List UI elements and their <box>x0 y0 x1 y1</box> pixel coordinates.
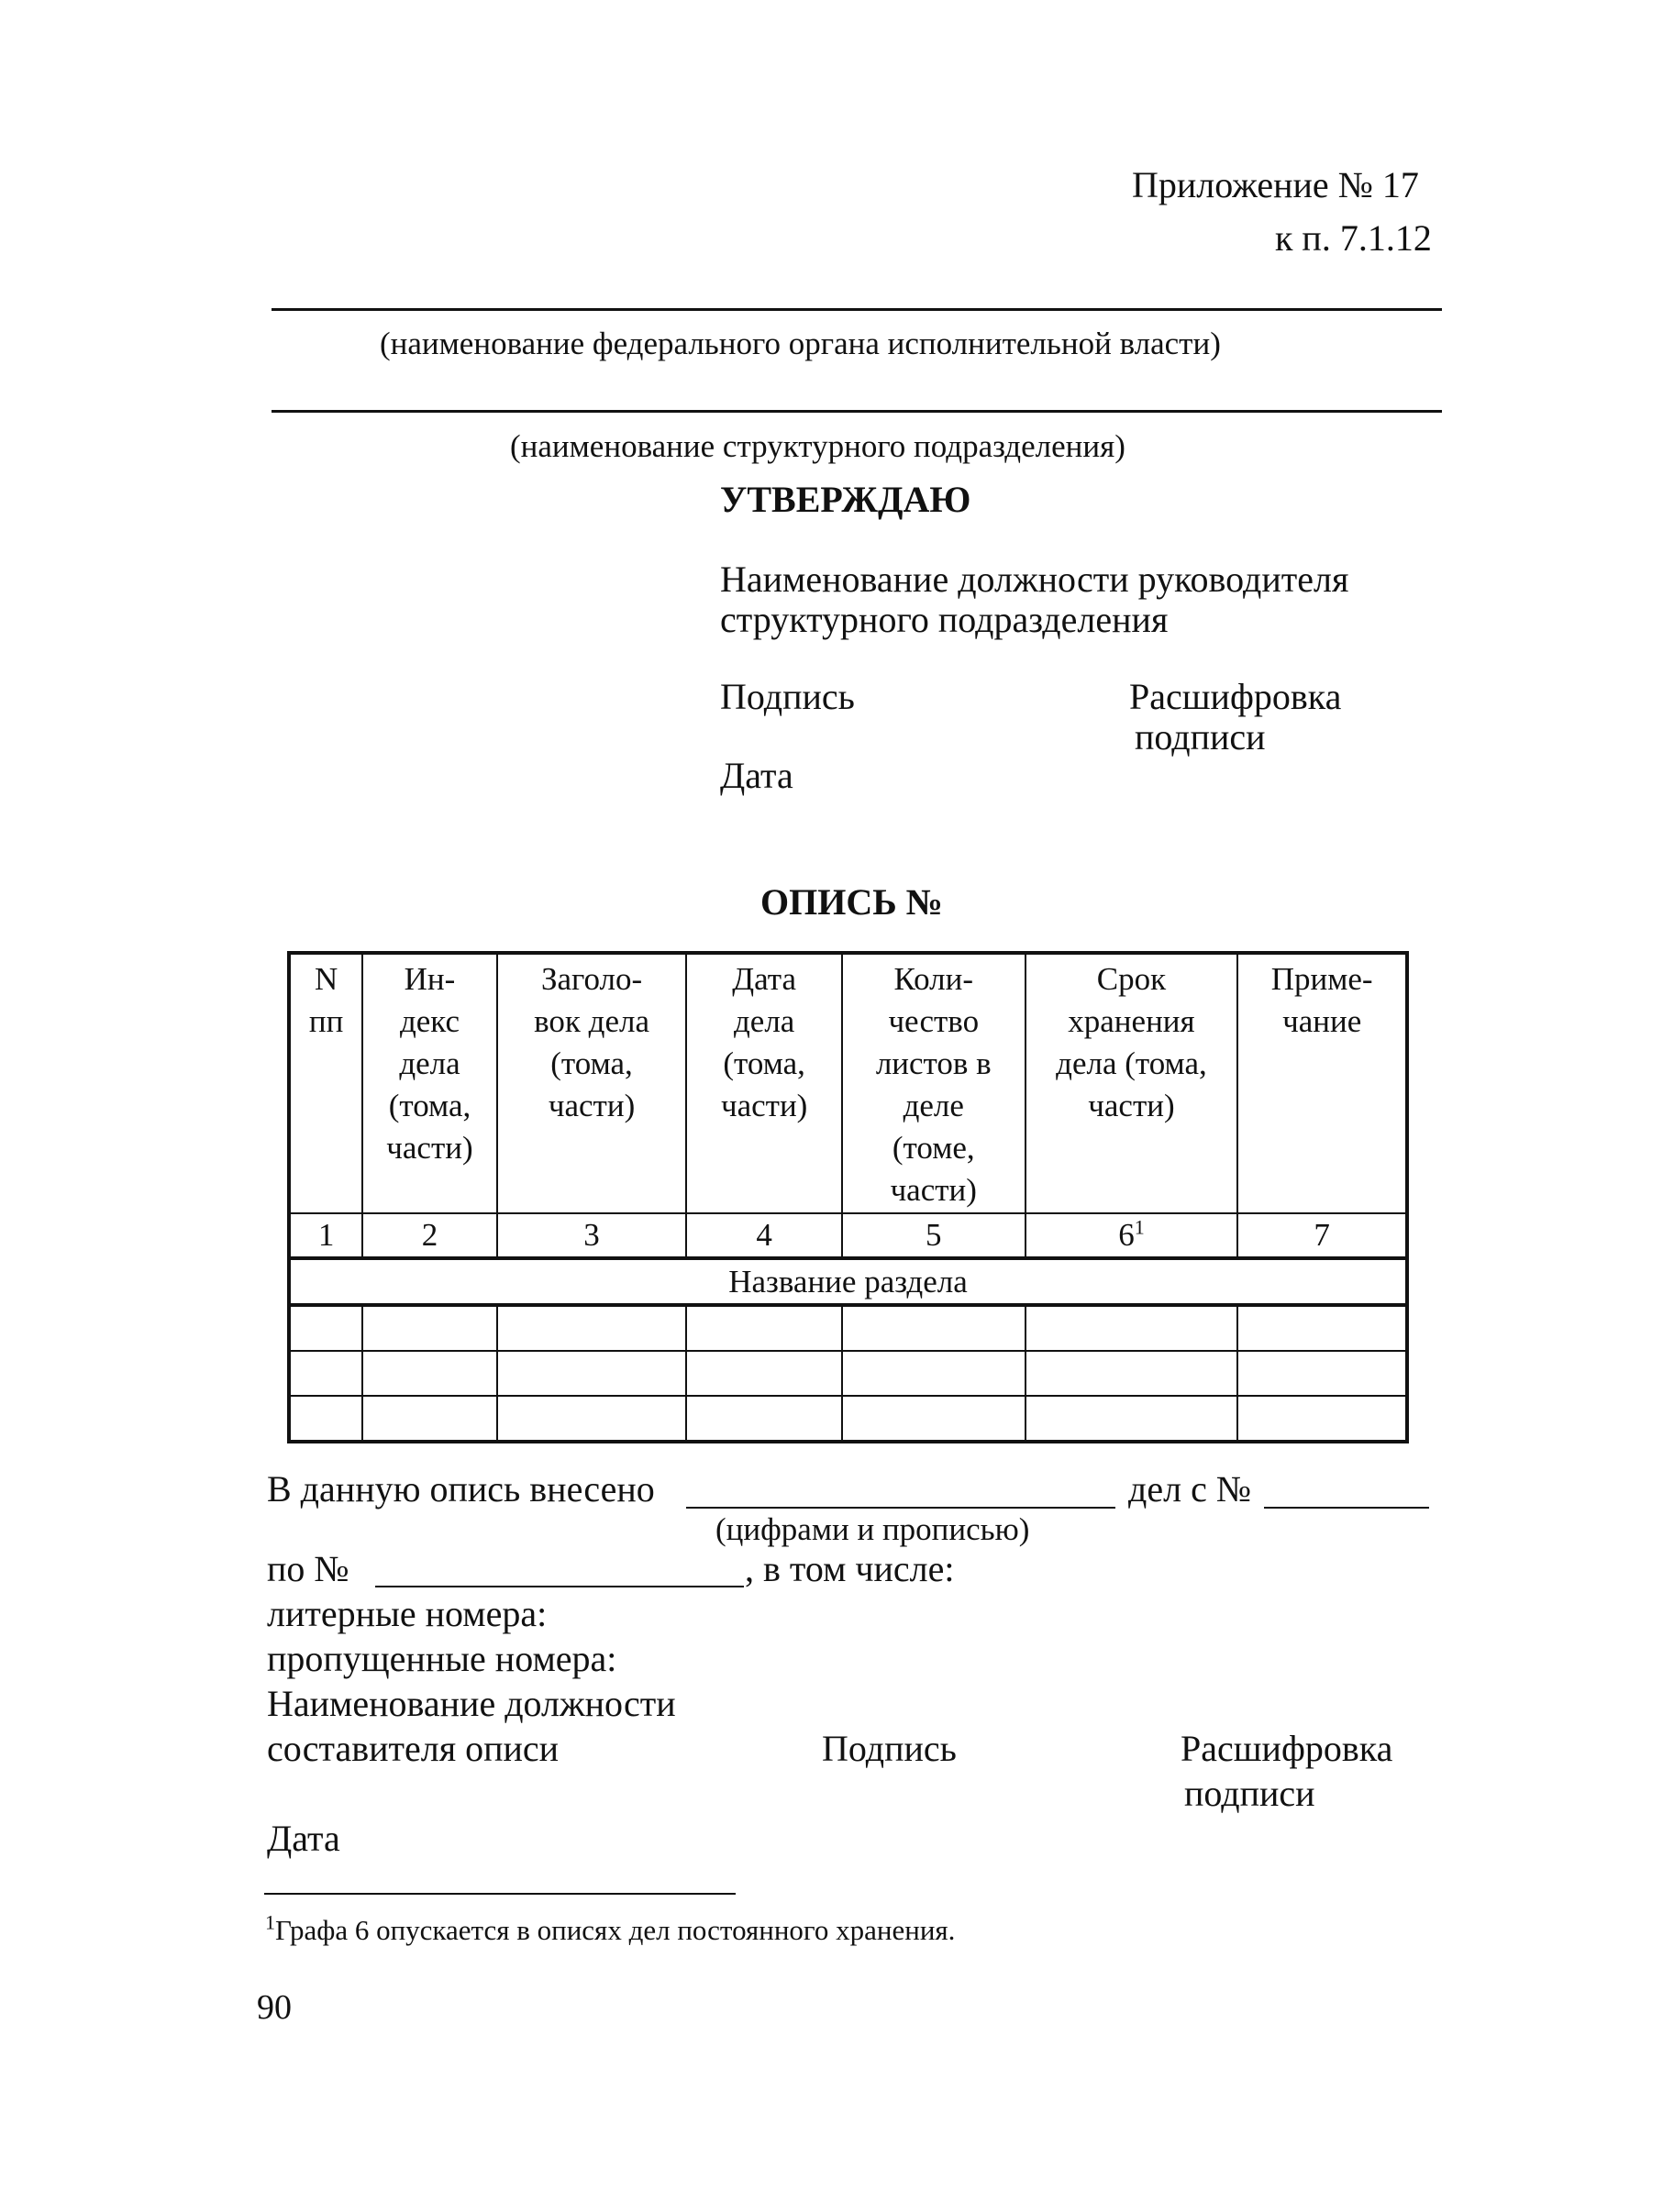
compiler-position-line1: Наименование должности <box>267 1683 676 1724</box>
clause-reference: к п. 7.1.12 <box>1275 217 1432 259</box>
table-cell <box>497 1305 687 1351</box>
approval-position-line2: структурного подразделения <box>720 599 1169 640</box>
footnote <box>265 1912 955 1949</box>
table-cell <box>1237 1396 1407 1442</box>
approval-position-line1: Наименование должности руководителя <box>720 559 1349 600</box>
entered-text: В данную опись внесено <box>267 1468 655 1510</box>
table-cell <box>842 1305 1026 1351</box>
unit-name-caption: (наименование структурного подразделения) <box>510 428 1125 464</box>
column-number: 4 <box>686 1213 842 1258</box>
compiler-decoding-line2: подписи <box>1184 1773 1315 1814</box>
cases-from-label: дел с № <box>1128 1468 1251 1510</box>
column-number-with-footnote <box>1026 1213 1238 1258</box>
table-cell <box>362 1305 496 1351</box>
digits-hint: (цифрами и прописью) <box>715 1511 1030 1547</box>
header-cell-note: Приме- чание <box>1237 953 1407 1213</box>
count-fill-line <box>686 1507 1115 1509</box>
header-cell-case-title: Заголо- вок дела (тома, части) <box>497 953 687 1213</box>
table-cell <box>362 1396 496 1442</box>
column-number-row <box>289 1213 1407 1258</box>
appendix-number: Приложение № 17 <box>1132 164 1419 205</box>
to-number-fill-line <box>375 1586 744 1587</box>
including-label: , в том числе: <box>745 1548 955 1589</box>
table-cell <box>686 1396 842 1442</box>
inventory-table <box>287 951 1409 1443</box>
table-cell <box>289 1396 362 1442</box>
compiler-date-label: Дата <box>267 1818 340 1859</box>
column-number: 6 <box>1118 1217 1135 1253</box>
section-title: Название раздела <box>289 1258 1407 1305</box>
column-number: 7 <box>1237 1213 1407 1258</box>
compiler-decoding-line1: Расшифровка <box>1181 1728 1393 1769</box>
table-cell <box>1026 1351 1238 1396</box>
table-cell <box>289 1305 362 1351</box>
to-number-label: по № <box>267 1548 349 1589</box>
footnote-mark: 1 <box>265 1910 275 1934</box>
footnote-text: Графа 6 опускается в описях дел постоянного хранения. <box>275 1914 956 1946</box>
page-number: 90 <box>257 1988 292 2027</box>
column-number: 3 <box>497 1213 687 1258</box>
table-header-row <box>289 953 1407 1213</box>
footnote-separator <box>264 1893 736 1895</box>
table-cell <box>1237 1351 1407 1396</box>
approval-signature-label: Подпись <box>720 676 855 717</box>
table-row <box>289 1396 1407 1442</box>
table-cell <box>1237 1305 1407 1351</box>
header-cell-sheet-count: Коли- чество листов в деле (томе, части) <box>842 953 1026 1213</box>
table-cell <box>1026 1396 1238 1442</box>
table-row <box>289 1305 1407 1351</box>
approval-decoding-line1: Расшифровка <box>1129 676 1342 717</box>
header-cell-row-number: N пп <box>289 953 362 1213</box>
column-number: 2 <box>362 1213 496 1258</box>
compiler-position-line2: составителя описи <box>267 1728 560 1769</box>
column-number: 1 <box>289 1213 362 1258</box>
table-row <box>289 1351 1407 1396</box>
table-cell <box>842 1351 1026 1396</box>
table-cell <box>497 1351 687 1396</box>
table-cell <box>842 1396 1026 1442</box>
compiler-signature-label: Подпись <box>822 1728 957 1769</box>
inventory-title: ОПИСЬ № <box>760 881 943 923</box>
org-name-line <box>272 308 1442 311</box>
header-cell-retention: Срок хранения дела (тома, части) <box>1026 953 1238 1213</box>
table-cell <box>686 1305 842 1351</box>
letter-numbers-label: литерные номера: <box>267 1593 548 1634</box>
header-cell-case-index: Ин- декс дела (тома, части) <box>362 953 496 1213</box>
table-cell <box>686 1351 842 1396</box>
approval-decoding-line2: подписи <box>1135 716 1266 758</box>
header-cell-case-date: Дата дела (тома, части) <box>686 953 842 1213</box>
approval-title: УТВЕРЖДАЮ <box>720 479 971 520</box>
approval-date-label: Дата <box>720 755 793 796</box>
unit-name-line <box>272 410 1442 413</box>
missed-numbers-label: пропущенные номера: <box>267 1638 617 1679</box>
table-cell <box>497 1396 687 1442</box>
section-row <box>289 1258 1407 1305</box>
table-cell <box>289 1351 362 1396</box>
table-cell <box>362 1351 496 1396</box>
org-name-caption: (наименование федерального органа исполнительной власти) <box>380 326 1221 361</box>
table-cell <box>1026 1305 1238 1351</box>
from-number-fill-line <box>1264 1507 1429 1509</box>
footnote-mark: 1 <box>1134 1215 1145 1239</box>
column-number: 5 <box>842 1213 1026 1258</box>
